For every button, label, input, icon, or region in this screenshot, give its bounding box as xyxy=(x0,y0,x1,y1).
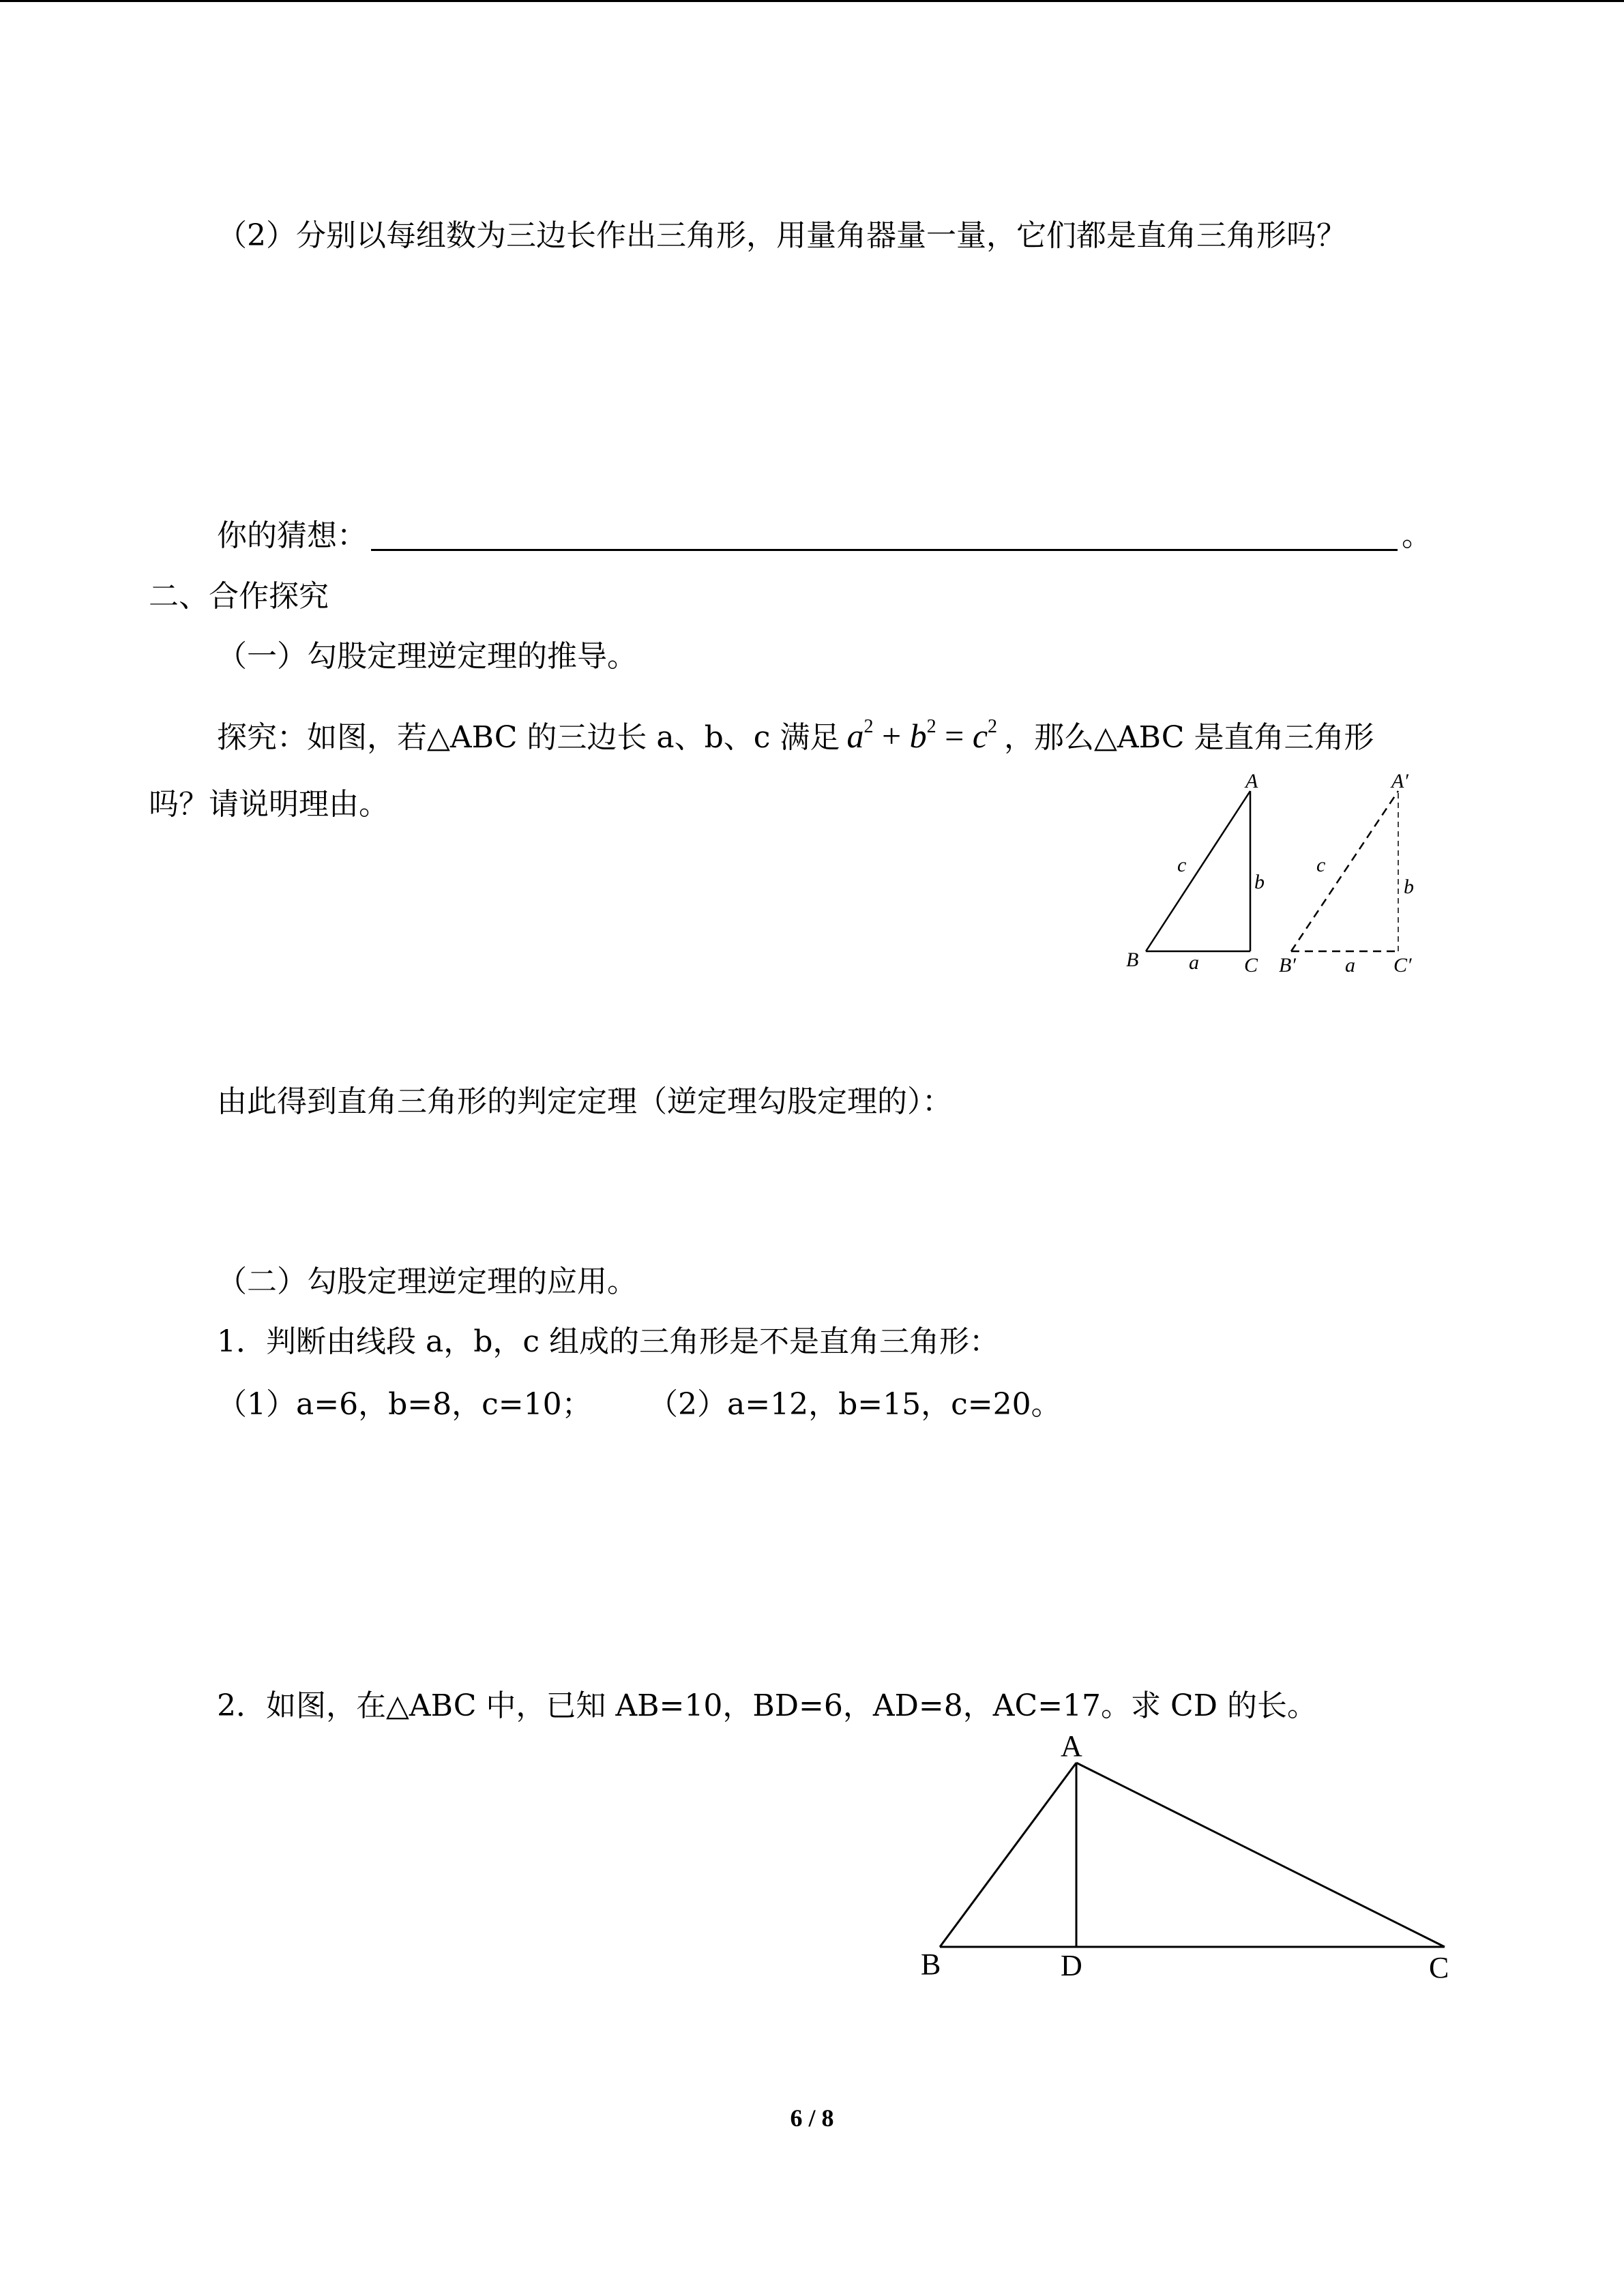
explore-text-after: ，那么△ABC 是直角三角形 xyxy=(1004,720,1374,755)
side-label-c-prime: c xyxy=(1316,854,1326,876)
vertex-label-c: C xyxy=(1244,954,1258,976)
explore-line-2: 吗？请说明理由。 xyxy=(149,787,389,822)
side-ab xyxy=(940,1763,1076,1947)
point-label-d: D xyxy=(1061,1949,1082,1982)
side-label-a: a xyxy=(1189,951,1199,974)
vertex-label-a: A xyxy=(1245,770,1258,792)
guess-end-mark: 。 xyxy=(1402,518,1432,553)
explore-text-before: 探究：如图，若△ABC 的三边长 a、b、c 满足 xyxy=(217,720,840,755)
point-label-b: B xyxy=(921,1948,941,1981)
side-ac xyxy=(1076,1763,1445,1947)
side-label-c: c xyxy=(1177,854,1187,876)
triangle-abc-prime-figure xyxy=(1279,770,1414,976)
side-c-prime xyxy=(1291,791,1398,951)
question-2-text: （2）分别以每组数为三边长作出三角形，用量角器量一量，它们都是直角三角形吗？ xyxy=(217,218,1346,253)
guess-label: 你的猜想： xyxy=(217,518,367,553)
point-label-a: A xyxy=(1061,1729,1082,1763)
side-label-b: b xyxy=(1254,871,1265,893)
part-two-heading: （二）勾股定理逆定理的应用。 xyxy=(217,1264,637,1299)
part-one-heading: （一）勾股定理逆定理的推导。 xyxy=(217,639,637,674)
side-label-a-prime: a xyxy=(1345,954,1355,976)
vertex-label-c-prime: C′ xyxy=(1393,954,1412,976)
pythagorean-formula: $a^2 + b^2 = c^2$ xyxy=(846,716,998,755)
side-label-b-prime: b xyxy=(1404,876,1414,898)
section-two-heading: 二、合作探究 xyxy=(149,579,329,614)
conclusion-text: 由此得到直角三角形的判定定理（逆定理勾股定理的）： xyxy=(217,1084,952,1119)
triangle-abcd-figure xyxy=(921,1729,1449,1984)
problem-1-text: 1．判断由线段 a，b，c 组成的三角形是不是直角三角形： xyxy=(217,1324,1000,1359)
problem-1-case-b: （2）a=12，b=15，c=20。 xyxy=(648,1387,1061,1422)
side-c xyxy=(1146,791,1250,951)
vertex-label-b: B xyxy=(1126,949,1139,971)
page-number: 6 / 8 xyxy=(790,2104,834,2132)
point-label-c: C xyxy=(1429,1951,1449,1984)
problem-1-case-a: （1）a=6，b=8，c=10； xyxy=(217,1387,592,1422)
vertex-label-b-prime: B′ xyxy=(1279,954,1296,976)
problem-2-text: 2．如图，在△ABC 中，已知 AB=10，BD=6，AD=8，AC=17。求 CD 的长。 xyxy=(217,1688,1317,1723)
triangle-abc-figure xyxy=(1126,770,1265,976)
vertex-label-a-prime: A′ xyxy=(1391,770,1408,792)
